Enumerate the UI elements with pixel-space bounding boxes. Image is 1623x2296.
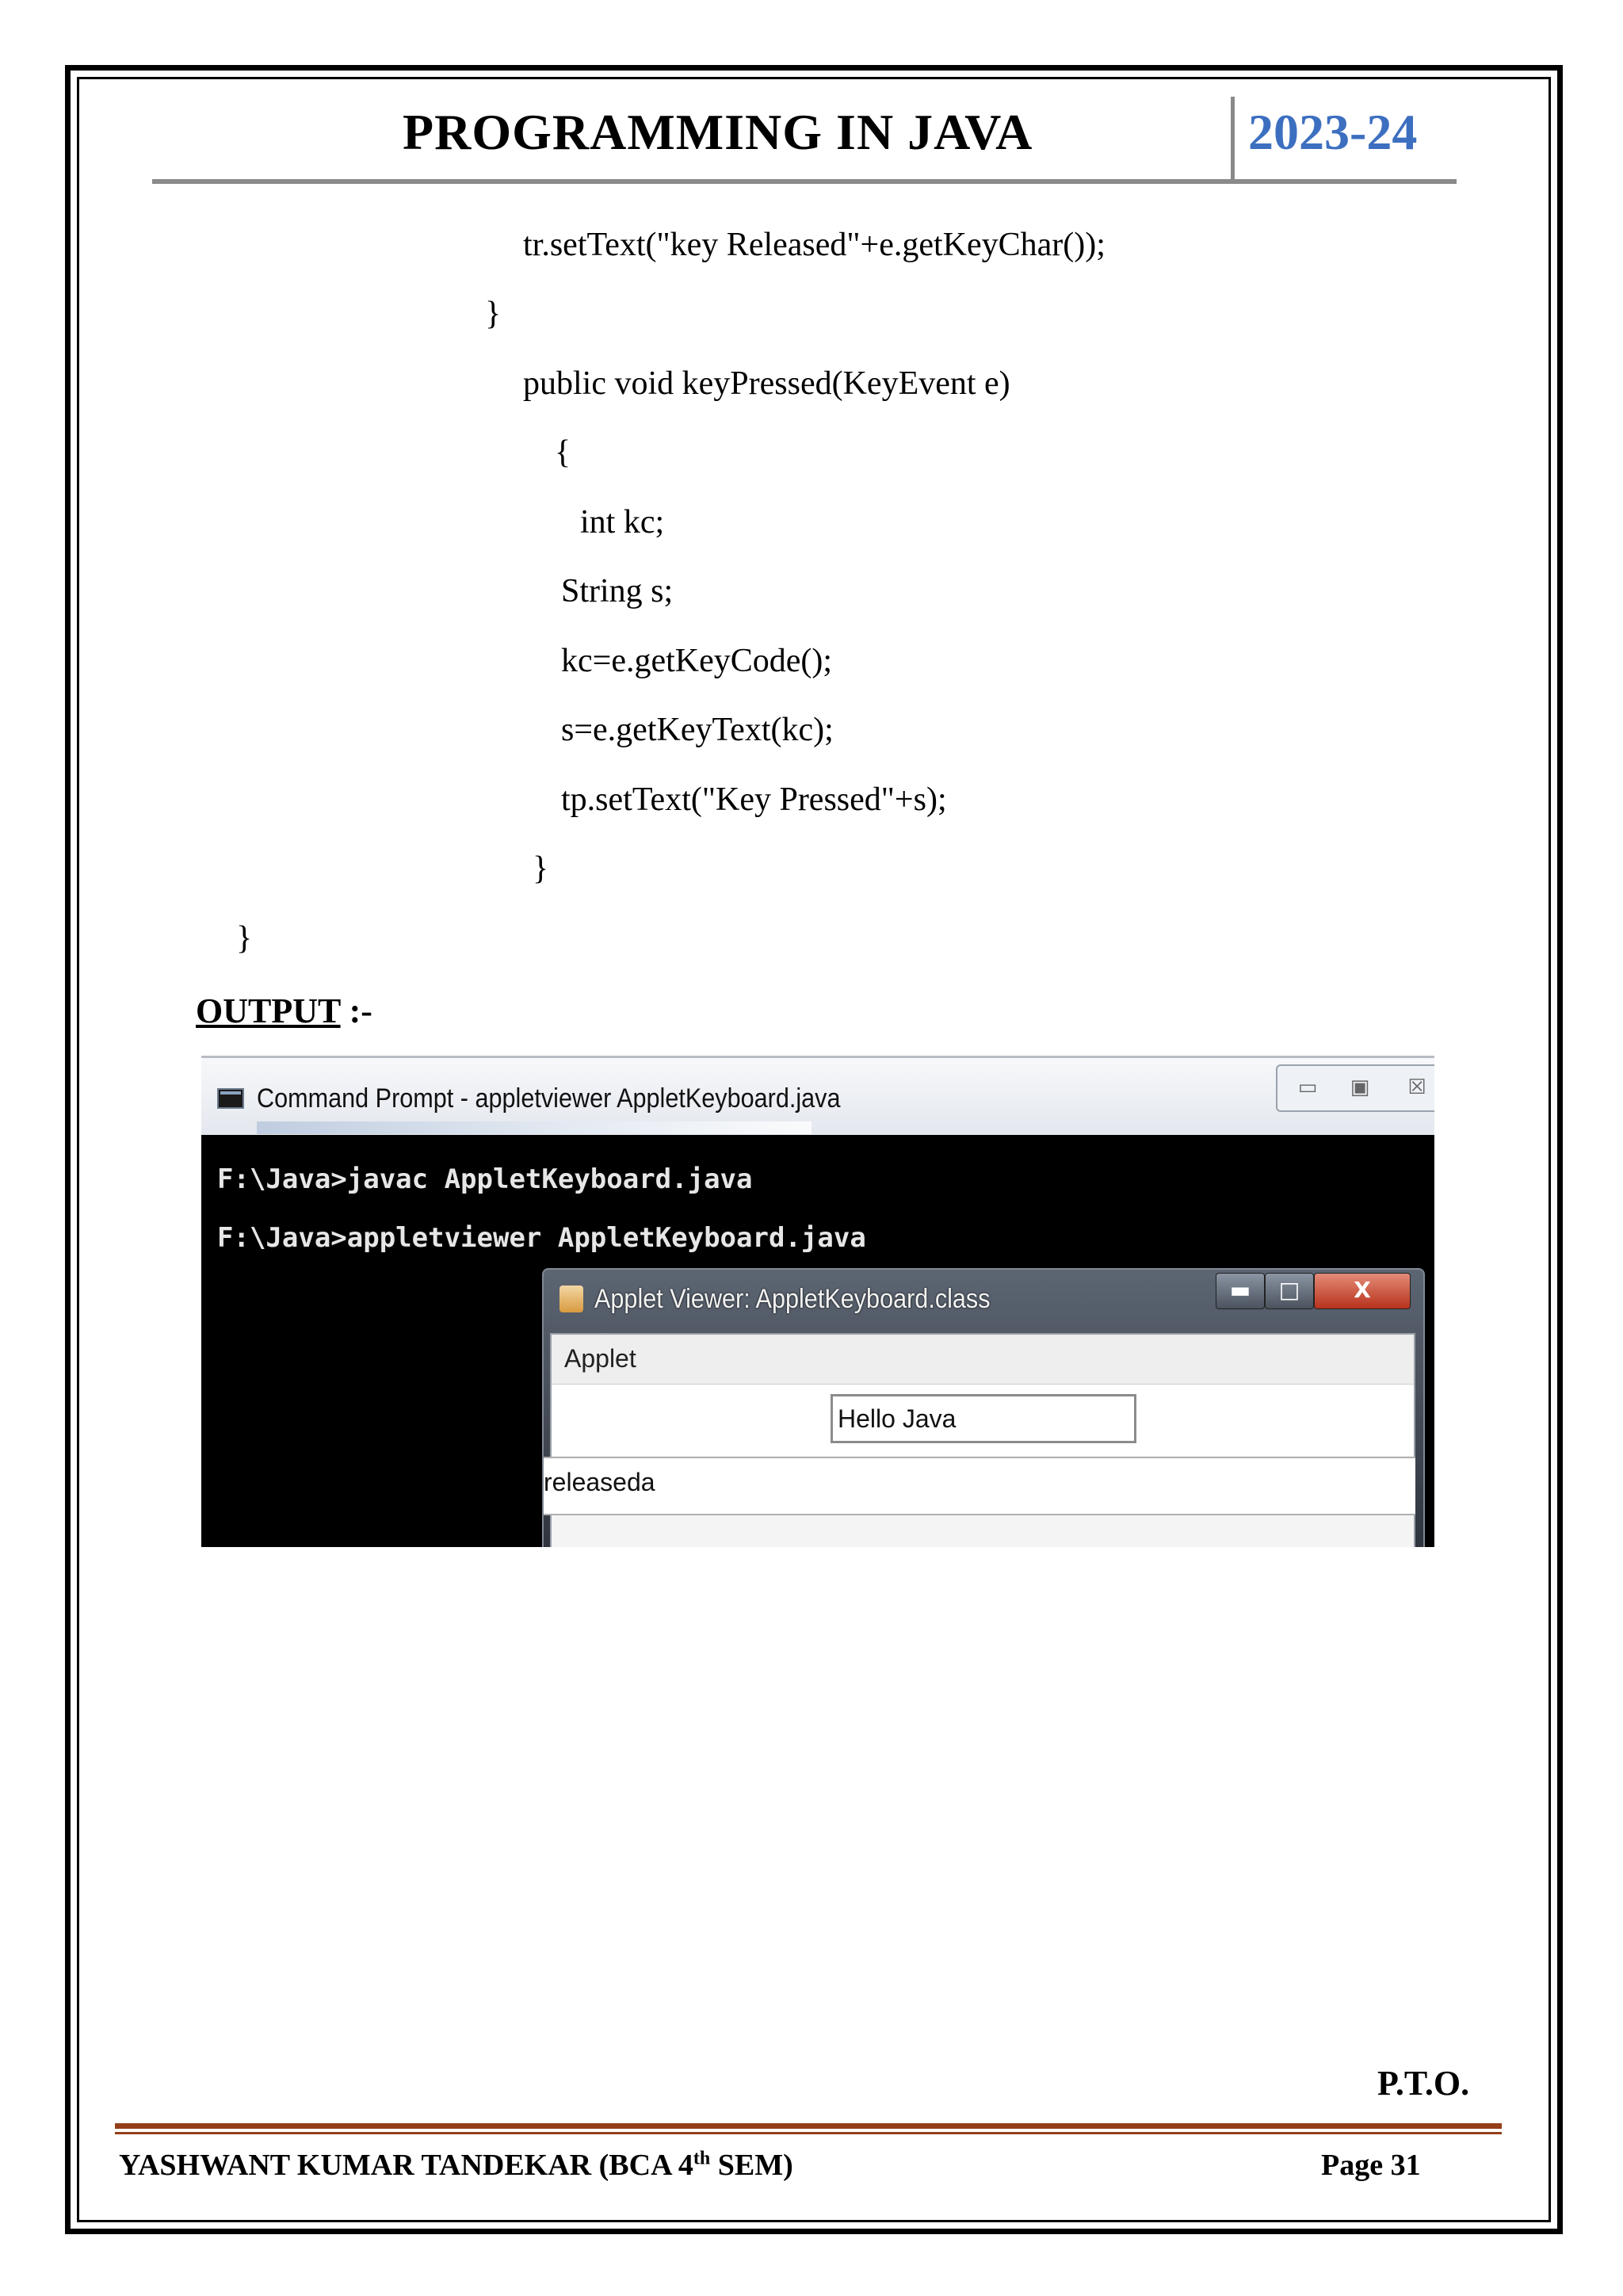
output-screenshot — [201, 1056, 1434, 1547]
applet-window-controls — [1216, 1273, 1414, 1314]
page-title: PROGRAMMING IN JAVA — [403, 104, 1033, 160]
console-line: F:\Java>javac AppletKeyboard.java — [217, 1163, 753, 1195]
output-suffix: :- — [340, 991, 372, 1030]
applet-menubar — [552, 1335, 1414, 1384]
close-icon[interactable]: ☒ — [1407, 1075, 1426, 1099]
maximize-icon[interactable]: ▣ — [1350, 1075, 1370, 1099]
code-line: public void keyPressed(KeyEvent e) — [523, 365, 1010, 402]
maximize-icon[interactable]: □ — [1265, 1273, 1314, 1309]
applet-menu[interactable]: Applet — [564, 1344, 636, 1373]
pto-note: P.T.O. — [1377, 2064, 1470, 2103]
output-label: OUTPUT — [196, 991, 341, 1030]
header-divider — [1231, 97, 1235, 182]
code-line: String s; — [561, 573, 674, 609]
code-line: } — [485, 296, 502, 332]
code-line: { — [555, 434, 571, 471]
code-line: s=e.getKeyText(kc); — [561, 712, 834, 748]
applet-body — [544, 1333, 1415, 1547]
footer-author — [119, 2148, 793, 2183]
code-line: tr.setText("key Released"+e.getKeyChar()); — [523, 227, 1106, 263]
author-sup: th — [693, 2148, 711, 2169]
titlebar-glare — [257, 1121, 812, 1134]
cmd-titlebar[interactable] — [201, 1056, 1434, 1137]
java-icon — [559, 1286, 583, 1312]
code-line: kc=e.getKeyCode(); — [561, 643, 833, 679]
minimize-icon[interactable]: ▭ — [1297, 1075, 1318, 1099]
author-suffix: SEM) — [710, 2149, 793, 2182]
status-text: releaseda — [544, 1468, 655, 1496]
cmd-window-title: Command Prompt - appletviewer AppletKeyboard.java — [257, 1083, 841, 1114]
console-line: F:\Java>appletviewer AppletKeyboard.java — [217, 1222, 866, 1254]
code-line: } — [533, 850, 549, 887]
console-icon — [217, 1088, 244, 1109]
footer-rule — [115, 2123, 1502, 2129]
applet-window-title: Applet Viewer: AppletKeyboard.class — [594, 1284, 991, 1314]
code-line: int kc; — [580, 504, 665, 541]
text-field[interactable]: Hello Java — [831, 1394, 1136, 1443]
author-prefix: YASHWANT KUMAR TANDEKAR (BCA 4 — [119, 2149, 693, 2182]
status-bar — [544, 1457, 1415, 1515]
minimize-icon[interactable]: ▬ — [1216, 1273, 1265, 1309]
applet-panel — [552, 1384, 1414, 1456]
cmd-window-controls — [1276, 1064, 1434, 1112]
page-number: Page 31 — [1321, 2149, 1421, 2182]
academic-year: 2023-24 — [1248, 104, 1418, 160]
header-rule — [152, 179, 1457, 184]
code-line: tp.setText("Key Pressed"+s); — [561, 781, 947, 818]
close-button[interactable]: X — [1314, 1273, 1411, 1309]
applet-viewer-window — [542, 1268, 1425, 1547]
output-heading — [196, 991, 372, 1031]
code-line: } — [236, 920, 253, 957]
footer-rule-thin — [115, 2132, 1502, 2134]
